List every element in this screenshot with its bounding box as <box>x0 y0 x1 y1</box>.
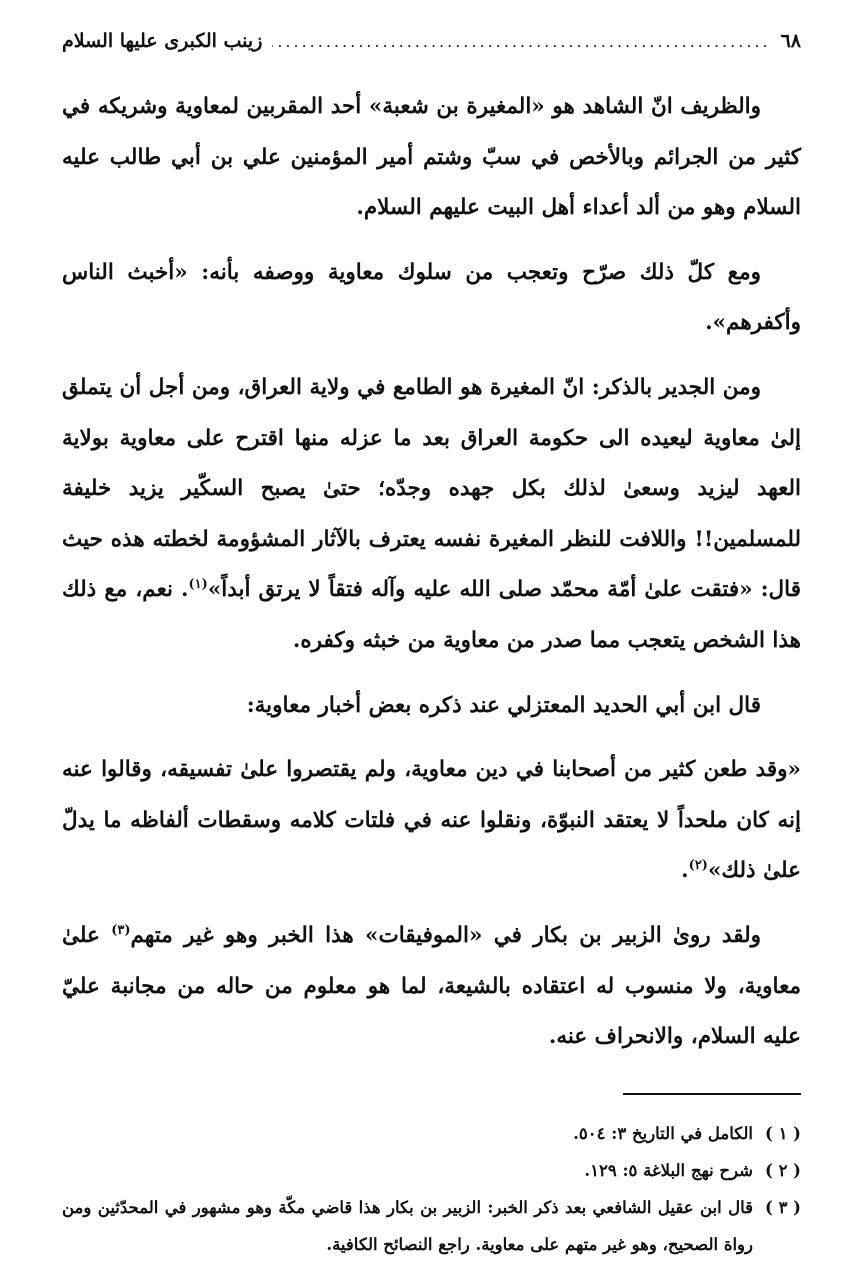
paragraph-2: ومع كلّ ذلك صرّح وتعجب من سلوك معاوية ووصفه بأنه: «أخبث الناس وأكفرهم». <box>62 259 801 336</box>
footnote-item <box>62 1152 801 1189</box>
running-title: زينب الكبرى عليها السلام <box>62 30 263 52</box>
main-text <box>62 82 801 1063</box>
paragraph-1: والظريف انّ الشاهد هو «المغيرة بن شعبة» أحد المقربين لمعاوية وشريكه في كثير من الجرائم وبالأخص في سبّ وشتم أمير المؤمنين علي بن أبي طالب عليه السلام وهو من ألد أعداء أهل البيت عليهم السلام. <box>62 94 801 221</box>
paragraph-3-text-a: ومن الجدير بالذكر: انّ المغيرة هو الطامع في ولاية العراق، ومن أجل أن يتملق إلىٰ معاوية ليعيده الى حكومة العراق بعد ما عزله منها اقترح على معاوية بولاية العهد ليزيد وسعىٰ لذلك بكل جهده وجدّه؛ حتىٰ يصبح السكّير يزيد خليفة للمسلمين!! واللافت للنظر المغيرة نفسه يعترف بالآثار المشؤومة لخطته هذه حيث قال: «فتقت علىٰ أمّة محمّد صلى الله عليه وآله فتقاً لا يرتق أبداً» <box>62 374 801 603</box>
page-number: ٦٨ <box>780 30 801 52</box>
footnote-number: ( ٣ ) <box>765 1197 801 1217</box>
footnote-divider <box>623 1093 801 1095</box>
paragraph-6-text-b: علىٰ معاوية، ولا منسوب له اعتقاده بالشيعة، لما هو معلوم من حاله من مجانبة عليّ عليه السلام، والانحراف عنه. <box>62 922 801 1050</box>
footnote-item <box>62 1115 801 1152</box>
paragraph-6-text-a: ولقد روىٰ الزبير بن بكار في «الموفيقات» هذا الخبر وهو غير متهم <box>130 922 761 948</box>
footnote-number: ( ٢ ) <box>765 1160 801 1180</box>
footnote-text: قال ابن عقيل الشافعي بعد ذكر الخبر: الزبير بن بكار هذا قاضي مكّة وهو مشهور في المحدّثين ومن رواة الصحيح، وهو غير متهم على معاوية. راجع النصائح الكافية. <box>62 1197 753 1254</box>
footnote-ref-1[interactable]: (١) <box>188 577 208 593</box>
header-leader-dots <box>272 32 770 51</box>
footnote-ref-3[interactable]: (٣) <box>111 922 131 938</box>
page-header <box>62 30 801 74</box>
footnote-number: ( ١ ) <box>765 1123 801 1143</box>
paragraph-6 <box>62 911 801 1063</box>
paragraph-3 <box>62 363 801 667</box>
quote-paragraph <box>62 745 801 897</box>
footnote-ref-2[interactable]: (٢) <box>688 858 708 874</box>
footnote-text: الكامل في التاريخ ٣: ٥٠٤. <box>573 1123 753 1143</box>
quote-text: «وقد طعن كثير من أصحابنا في دين معاوية، ولم يقتصروا علىٰ تفسيقه، وقالوا عنه إنه كان ملحداً لا يعتقد النبوّة، ونقلوا عنه في فلتات كلامه وسقطات ألفاظه ما يدلّ علىٰ ذلك» <box>62 757 801 884</box>
footnotes <box>62 1115 801 1263</box>
footnote-item <box>62 1189 801 1263</box>
paragraph-3-text-b: . نعم، مع ذلك هذا الشخص يتعجب مما صدر من معاوية من خبثه وكفره. <box>62 577 801 653</box>
footnote-text: شرح نهج البلاغة ٥: ١٢٩. <box>584 1160 753 1180</box>
paragraph-4: قال ابن أبي الحديد المعتزلي عند ذكره بعض أخبار معاوية: <box>246 692 761 718</box>
quote-end: . <box>681 858 689 884</box>
